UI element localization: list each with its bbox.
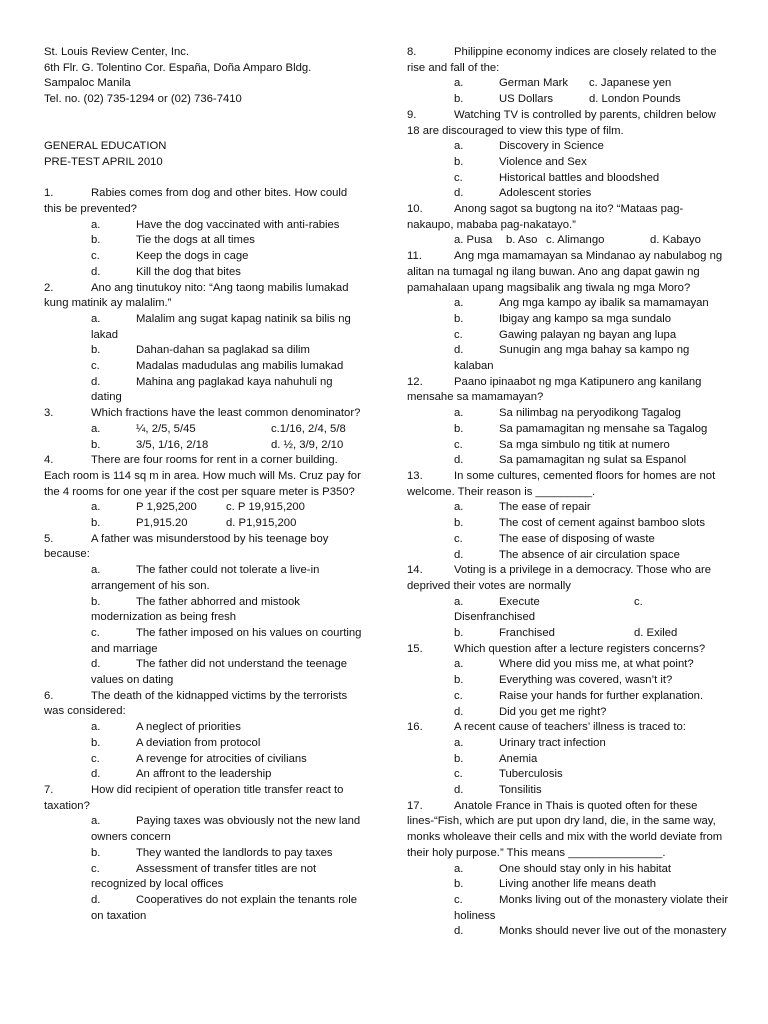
answer-row xyxy=(44,422,366,438)
text-segment: b. xyxy=(454,517,464,530)
question-16 xyxy=(407,720,729,736)
answer-option xyxy=(407,171,729,187)
text-segment: 3/5, 1/16, 2/18 xyxy=(136,438,209,451)
answer-option xyxy=(407,767,729,783)
text-segment: Keep the dogs in cage xyxy=(136,250,249,263)
text-segment: b. xyxy=(454,627,464,640)
question-11 xyxy=(407,249,729,296)
text-segment: 14. xyxy=(407,564,423,577)
text-segment: b. xyxy=(91,234,101,247)
question-17 xyxy=(407,799,729,862)
answer-option xyxy=(44,233,366,249)
text-segment: Which fractions have the least common denominator? xyxy=(91,407,361,420)
text-segment: b. xyxy=(454,878,464,891)
text-segment: d. xyxy=(454,548,464,561)
text-segment: Ang mga mamamayan sa Mindanao ay nabulabog ng alitan na tumagal ng ilang buwan. Ano ang dapat gawin ng pamahalaan upang magsibalik ang tiwala ng mga Moro? xyxy=(407,250,723,294)
answer-option xyxy=(407,705,729,721)
answer-row xyxy=(44,438,366,454)
text-segment: a. xyxy=(454,297,464,310)
answer-option xyxy=(44,846,366,862)
answer-option xyxy=(407,689,729,705)
text-segment: A deviation from protocol xyxy=(136,736,261,749)
text-segment: Voting is a privilege in a democracy. Those who are deprived their votes are normally xyxy=(407,564,712,592)
text-segment: Urinary tract infection xyxy=(499,736,606,749)
text-segment: c. xyxy=(454,532,463,545)
text-segment: Everything was covered, wasn’t it? xyxy=(499,674,673,687)
question-8 xyxy=(407,45,729,76)
text-segment: In some cultures, cemented floors for homes are not welcome. Their reason is _________. xyxy=(407,469,716,498)
text-segment: d. xyxy=(454,784,464,797)
text-segment: The cost of cement against bamboo slots xyxy=(499,517,705,530)
text-segment: d. xyxy=(91,658,101,671)
text-segment: Ang mga kampo ay ibalik sa mamamayan xyxy=(499,297,709,310)
text-segment: German Mark xyxy=(499,77,569,90)
text-segment: d. xyxy=(91,265,101,278)
question-15 xyxy=(407,642,729,658)
answer-row xyxy=(407,233,729,249)
text-segment: c. P 19,915,200 xyxy=(226,501,305,514)
answer-option xyxy=(44,595,366,626)
text-segment: 6. xyxy=(44,689,54,702)
text-segment: P1,915.20 xyxy=(136,517,188,530)
text-segment: a. xyxy=(454,501,464,514)
answer-option xyxy=(407,862,729,878)
answer-option xyxy=(44,249,366,265)
answer-row xyxy=(407,595,729,611)
text-segment: Watching TV is controlled by parents, children below 18 are discouraged to view this type of film. xyxy=(407,108,716,137)
text-segment: Assessment of transfer titles are not recognized by local offices xyxy=(91,862,317,891)
answer-option xyxy=(407,139,729,155)
text-segment: b. xyxy=(91,595,101,608)
text-segment: b. xyxy=(454,422,464,435)
text-segment: a. xyxy=(91,721,101,734)
text-segment: c.1/16, 2/4, 5/8 xyxy=(271,422,346,435)
text-segment: The father imposed on his values on courting and marriage xyxy=(91,626,362,655)
text-segment: 16. xyxy=(407,721,423,734)
text-segment: Kill the dog that bites xyxy=(136,265,241,278)
question-10 xyxy=(407,202,729,233)
text-segment: A recent cause of teachers’ illness is traced to: xyxy=(454,721,686,734)
answer-option xyxy=(44,814,366,845)
answer-option xyxy=(44,626,366,657)
text-segment: d. London Pounds xyxy=(589,93,681,106)
question-2 xyxy=(44,281,366,312)
text-segment: Disenfranchised xyxy=(454,611,536,624)
question-3 xyxy=(44,406,366,422)
text-segment: 8. xyxy=(407,46,417,58)
answer-option xyxy=(407,500,729,516)
text-segment: c. xyxy=(91,862,100,875)
text-segment: Raise your hands for further explanation. xyxy=(499,689,704,702)
text-segment: d. Exiled xyxy=(634,627,678,640)
text-segment: d. xyxy=(454,705,464,718)
text-segment: a. xyxy=(454,862,464,875)
answer-option xyxy=(44,752,366,768)
text-segment: b. xyxy=(91,846,101,859)
answer-option xyxy=(407,783,729,799)
right-column xyxy=(407,45,729,940)
answer-row xyxy=(407,610,729,626)
answer-option xyxy=(407,312,729,328)
text-segment: c. xyxy=(454,171,463,184)
question-12 xyxy=(407,375,729,406)
text-segment: 10. xyxy=(407,203,423,216)
answer-option xyxy=(44,862,366,893)
text-segment: 12. xyxy=(407,375,423,388)
text-segment: a. xyxy=(454,595,464,608)
text-segment: d. ½, 3/9, 2/10 xyxy=(271,438,344,451)
text-segment: a. xyxy=(454,736,464,749)
text-segment: a. Pusa xyxy=(454,234,493,247)
answer-option xyxy=(44,312,366,343)
text-segment: d. xyxy=(454,454,464,467)
text-segment: d. P1,915,200 xyxy=(226,517,297,530)
text-segment: Adolescent stories xyxy=(499,187,592,200)
answer-option xyxy=(407,877,729,893)
text-segment: The death of the kidnapped victims by the terrorists was considered: xyxy=(44,689,348,718)
text-segment: Tie the dogs at all times xyxy=(136,234,255,247)
answer-option xyxy=(407,406,729,422)
text-segment: d. xyxy=(91,375,101,388)
answer-option xyxy=(407,924,729,940)
text-segment: There are four rooms for rent in a corner building. Each room is 114 sq m in area. How much will Ms. Cruz pay for the 4 rooms for one year if the cost per square meter is P350? xyxy=(44,454,361,498)
text-segment: Historical battles and bloodshed xyxy=(499,171,660,184)
text-segment: d. Kabayo xyxy=(650,234,701,247)
question-7 xyxy=(44,783,366,814)
text-segment: c. xyxy=(91,360,100,373)
text-segment: a. xyxy=(91,312,101,325)
text-segment: c. xyxy=(91,250,100,263)
text-segment: Philippine economy indices are closely related to the rise and fall of the: xyxy=(407,46,717,74)
text-segment: Ibigay ang kampo sa mga sundalo xyxy=(499,312,672,325)
text-segment: The father did not understand the teenage values on dating xyxy=(91,658,348,687)
answer-row xyxy=(407,626,729,642)
text-segment: US Dollars xyxy=(499,93,553,106)
text-segment: c. Alimango xyxy=(546,234,605,247)
text-segment: d. xyxy=(454,344,464,357)
answer-option xyxy=(407,186,729,202)
text-segment: Malalim ang sugat kapag natinik sa bilis ng lakad xyxy=(91,312,351,341)
text-segment: 11. xyxy=(407,250,422,263)
answer-option xyxy=(407,516,729,532)
text-segment: c. xyxy=(91,752,100,765)
text-segment: c. xyxy=(454,689,463,702)
answer-row xyxy=(407,76,729,92)
text-segment: a. xyxy=(454,140,464,153)
text-segment: The father abhorred and mistook modernization as being fresh xyxy=(91,595,300,624)
question-9 xyxy=(407,108,729,139)
text-segment: Rabies comes from dog and other bites. How could this be prevented? xyxy=(44,187,348,215)
text-segment: b. Aso xyxy=(506,234,538,247)
text-segment: Anemia xyxy=(499,752,538,765)
answer-row xyxy=(44,516,366,532)
answer-option xyxy=(407,893,729,924)
answer-option xyxy=(407,296,729,312)
answer-option xyxy=(407,422,729,438)
answer-option xyxy=(407,736,729,752)
org-telephone: Tel. no. (02) 735-1294 or (02) 736-7410 xyxy=(44,93,242,106)
answer-option xyxy=(407,548,729,564)
text-segment: c. xyxy=(91,626,100,639)
text-segment: b. xyxy=(454,674,464,687)
text-segment: Dahan-dahan sa paglakad sa dilim xyxy=(136,344,310,357)
question-6 xyxy=(44,689,366,720)
answer-row xyxy=(407,92,729,108)
text-segment: 9. xyxy=(407,108,417,121)
text-segment: Cooperatives do not explain the tenants role on taxation xyxy=(91,893,358,922)
text-segment: Mahina ang paglakad kaya nahuhuli ng dating xyxy=(91,375,333,404)
text-segment: c. xyxy=(454,768,463,781)
text-segment: b. xyxy=(91,344,101,357)
text-segment: Gawing palayan ng bayan ang lupa xyxy=(499,328,677,341)
text-segment: b. xyxy=(454,312,464,325)
text-segment: Monks should never live out of the monastery xyxy=(499,925,727,938)
text-segment: Paano ipinaabot ng mga Katipunero ang kanilang mensahe sa mamamayan? xyxy=(407,375,702,404)
text-segment: Franchised xyxy=(499,627,555,640)
answer-option xyxy=(44,218,366,234)
question-13 xyxy=(407,469,729,500)
question-4 xyxy=(44,453,366,500)
text-segment: Madalas madudulas ang mabilis lumakad xyxy=(136,360,344,373)
text-segment: b. xyxy=(454,93,464,106)
text-segment: b. xyxy=(91,517,101,530)
text-segment: Sunugin ang mga bahay sa kampo ng kalaban xyxy=(454,344,690,373)
answer-row xyxy=(44,500,366,516)
text-segment: c. xyxy=(454,893,463,906)
left-column xyxy=(44,45,366,924)
subject-title: GENERAL EDUCATION xyxy=(44,140,167,153)
test-title: PRE-TEST APRIL 2010 xyxy=(44,155,163,168)
text-segment: d. xyxy=(91,768,101,781)
text-segment: A neglect of priorities xyxy=(136,721,241,734)
answer-option xyxy=(44,265,366,281)
answer-option xyxy=(407,532,729,548)
text-segment: Which question after a lecture registers concerns? xyxy=(454,642,706,655)
text-segment: The father could not tolerate a live-in arrangement of his son. xyxy=(91,564,320,592)
question-5 xyxy=(44,532,366,563)
answer-option xyxy=(44,563,366,594)
answer-option xyxy=(44,767,366,783)
text-segment: c. xyxy=(454,328,463,341)
text-segment: d. xyxy=(454,187,464,200)
text-segment: 13. xyxy=(407,469,423,482)
text-segment: Did you get me right? xyxy=(499,705,607,718)
answer-option xyxy=(407,657,729,673)
text-segment: a. xyxy=(91,815,101,828)
text-segment: a. xyxy=(454,658,464,671)
text-segment: 3. xyxy=(44,407,54,420)
org-address-2: Sampaloc Manila xyxy=(44,77,131,90)
text-segment: Tonsilitis xyxy=(499,784,542,797)
question-14 xyxy=(407,563,729,594)
text-segment: Anong sagot sa bugtong na ito? “Mataas pag-nakaupo, mababa pag-nakatayo.” xyxy=(407,203,684,231)
answer-option xyxy=(44,893,366,924)
text-segment: P 1,925,200 xyxy=(136,501,197,514)
text-segment: Sa mga simbulo ng titik at numero xyxy=(499,438,670,451)
text-segment: b. xyxy=(91,736,101,749)
text-segment: a. xyxy=(91,501,101,514)
answer-option xyxy=(44,375,366,406)
text-segment: d. xyxy=(454,925,464,938)
text-segment: Discovery in Science xyxy=(499,140,604,153)
question-1 xyxy=(44,186,366,217)
answer-option xyxy=(44,720,366,736)
answer-option xyxy=(407,155,729,171)
text-segment: Violence and Sex xyxy=(499,155,587,168)
text-segment: Tuberculosis xyxy=(499,768,563,781)
answer-option xyxy=(407,453,729,469)
text-segment: 7. xyxy=(44,784,54,796)
text-segment: Have the dog vaccinated with anti-rabies xyxy=(136,218,340,231)
text-segment: A revenge for atrocities of civilians xyxy=(136,752,307,765)
text-segment: Execute xyxy=(499,595,540,608)
answer-option xyxy=(407,343,729,374)
answer-option xyxy=(44,657,366,688)
answer-option xyxy=(44,359,366,375)
text-segment: b. xyxy=(454,155,464,168)
text-segment: Sa pamamagitan ng mensahe sa Tagalog xyxy=(499,422,708,435)
answer-option xyxy=(407,438,729,454)
text-segment: They wanted the landlords to pay taxes xyxy=(136,846,333,859)
text-segment: 4. xyxy=(44,454,54,467)
answer-option xyxy=(44,343,366,359)
text-segment: 1. xyxy=(44,187,54,200)
text-segment: Living another life means death xyxy=(499,878,657,891)
text-segment: a. xyxy=(454,77,464,90)
text-segment: 5. xyxy=(44,532,54,545)
text-segment: Anatole France in Thais is quoted often for these lines-“Fish, which are put upon dry land, die, in the same way, monks wholeave their cells and mix with the world deviate from their holy purpose.” This means _______________. xyxy=(407,799,723,859)
text-segment: Sa nilimbag na peryodikong Tagalog xyxy=(499,407,681,420)
text-segment: The ease of repair xyxy=(499,501,591,514)
text-segment: An affront to the leadership xyxy=(136,768,272,781)
text-segment: b. xyxy=(91,438,101,451)
text-segment: A father was misunderstood by his teenage boy because: xyxy=(44,532,329,561)
text-segment: 15. xyxy=(407,642,423,655)
answer-option xyxy=(407,328,729,344)
text-segment: 17. xyxy=(407,799,423,812)
text-segment: c. Japanese yen xyxy=(589,77,672,90)
text-segment: The absence of air circulation space xyxy=(499,548,680,561)
text-segment: Monks living out of the monastery violate their holiness xyxy=(454,893,729,922)
org-address-1: 6th Flr. G. Tolentino Cor. España, Doña Amparo Bldg. xyxy=(44,61,312,74)
text-segment: a. xyxy=(91,218,101,231)
text-segment: a. xyxy=(91,564,101,577)
text-segment: 2. xyxy=(44,281,54,294)
text-segment: Ano ang tinutukoy nito: “Ang taong mabilis lumakad kung matinik ay malalim.” xyxy=(44,281,349,310)
text-segment: ¼, 2/5, 5/45 xyxy=(136,422,196,435)
text-segment: How did recipient of operation title transfer react to taxation? xyxy=(44,784,344,812)
answer-option xyxy=(407,673,729,689)
text-segment: d. xyxy=(91,893,101,906)
text-segment: Sa pamamagitan ng sulat sa Espanol xyxy=(499,454,687,467)
text-segment: One should stay only in his habitat xyxy=(499,862,672,875)
text-segment: a. xyxy=(454,407,464,420)
text-segment: c. xyxy=(634,595,643,608)
text-segment: c. xyxy=(454,438,463,451)
text-segment: The ease of disposing of waste xyxy=(499,532,655,545)
answer-option xyxy=(44,736,366,752)
text-segment: a. xyxy=(91,422,101,435)
text-segment: Paying taxes was obviously not the new land owners concern xyxy=(91,815,361,844)
text-segment: Where did you miss me, at what point? xyxy=(499,658,694,671)
text-segment: b. xyxy=(454,752,464,765)
answer-option xyxy=(407,752,729,768)
org-name: St. Louis Review Center, Inc. xyxy=(44,46,190,58)
